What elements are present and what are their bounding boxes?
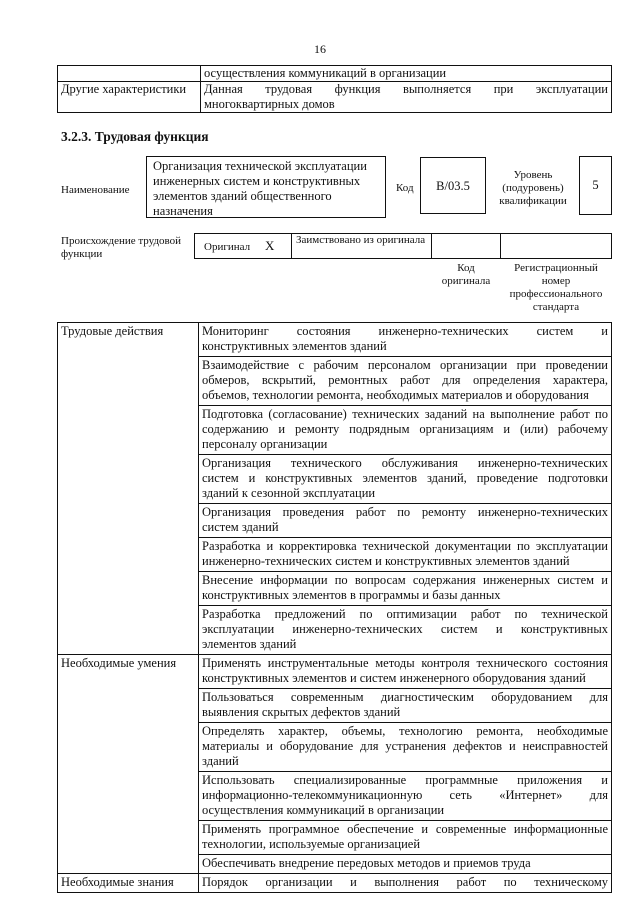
text-line: элементов зданий xyxy=(202,637,297,651)
labor-actions-item xyxy=(199,406,612,455)
labor-actions-item xyxy=(199,572,612,606)
required-skills-item xyxy=(199,855,612,874)
page-number: 16 xyxy=(314,42,326,56)
required-knowledge-label: Необходимые знания xyxy=(58,874,199,893)
function-name-box xyxy=(146,156,386,218)
level-label-line: квалификации xyxy=(499,195,567,207)
top-continuation-table xyxy=(57,65,612,113)
original-cell xyxy=(195,234,292,258)
text-line: Разработка предложений по оптимизации работ по технической xyxy=(202,607,608,621)
text-line: зданий к сезонной эксплуатации xyxy=(202,486,376,500)
caption-line: профессионального xyxy=(509,288,603,300)
level-value: 5 xyxy=(592,178,599,192)
code-original-caption xyxy=(436,262,496,288)
other-characteristics-label: Другие характеристики xyxy=(58,82,201,113)
labor-actions-item xyxy=(199,455,612,504)
text-line: систем и конструктивных элементов зданий, проведение подготовки xyxy=(202,471,608,485)
text-line: систем зданий xyxy=(202,520,279,534)
text-line: содержанию и ремонту подрядным организациям и (или) рабочему xyxy=(202,422,608,436)
required-skills-item xyxy=(199,655,612,689)
required-skills-item xyxy=(199,723,612,772)
text-line: Мониторинг состояния инженерно-технических систем и xyxy=(202,324,608,338)
text-line: материалы и оборудование для устранения дефектов и неисправностей xyxy=(202,739,608,753)
text-line: Разработка и корректировка технической документации по эксплуатации xyxy=(202,539,608,553)
text-line: технологии, используемые организацией xyxy=(202,837,421,851)
code-label: Код xyxy=(396,182,414,194)
text-line: эксплуатации инженерно-технических систем и конструктивных xyxy=(202,622,608,636)
text-line: объемов, технологии ремонта, необходимых материалов и оборудования xyxy=(202,388,589,402)
text-line: Использовать специализированные программные приложения и xyxy=(202,773,608,787)
text-line: инженерно-технических систем и конструктивных элементов зданий xyxy=(202,554,570,568)
text-line: зданий xyxy=(202,754,239,768)
original-label: Оригинал xyxy=(204,241,251,253)
level-label xyxy=(491,169,575,208)
table-row xyxy=(58,655,612,689)
table-row xyxy=(58,323,612,357)
text-line: Внесение информации по вопросам содержания инженерных систем и xyxy=(202,573,608,587)
text-line: осуществления коммуникаций в организации xyxy=(202,803,445,817)
table-row xyxy=(58,66,612,82)
origin-label: Происхождение трудовой функции xyxy=(61,235,182,260)
caption-line: Регистрационный xyxy=(514,262,598,274)
caption-line: Код xyxy=(457,262,475,274)
divider xyxy=(431,234,432,258)
text-line: многоквартирных домов xyxy=(204,97,335,111)
section-title: 3.2.3. Трудовая функция xyxy=(61,129,209,144)
caption-line: оригинала xyxy=(441,275,491,287)
continuation-text: осуществления коммуникаций в организации xyxy=(201,66,612,82)
labor-actions-item xyxy=(199,606,612,655)
origin-box xyxy=(194,233,612,259)
caption-line: номер xyxy=(541,275,571,287)
labor-actions-item xyxy=(199,323,612,357)
borrowed-label: Заимствовано из оригинала xyxy=(296,234,426,246)
text-line: конструктивных элементов зданий xyxy=(202,339,387,353)
text-line: информационно-телекоммуникационную сеть «Интернет» для xyxy=(202,788,608,802)
text-line: Порядок организации и выполнения работ по техническому xyxy=(202,875,608,889)
divider xyxy=(500,234,501,258)
empty-cell xyxy=(58,66,201,82)
table-row xyxy=(58,82,612,113)
other-characteristics-value xyxy=(201,82,612,113)
original-mark: X xyxy=(265,238,275,253)
text-line: Подготовка (согласование) технических заданий на выполнение работ по xyxy=(202,407,608,421)
labor-function-table xyxy=(57,322,612,893)
code-value: B/03.5 xyxy=(436,179,470,193)
text-line: Пользоваться современным диагностическим оборудованием для xyxy=(202,690,608,704)
required-skills-label: Необходимые умения xyxy=(58,655,199,874)
caption-line: стандарта xyxy=(532,301,580,313)
level-label-line: (подуровень) xyxy=(502,182,564,194)
labor-actions-item xyxy=(199,538,612,572)
labor-actions-item xyxy=(199,504,612,538)
table-row xyxy=(58,874,612,893)
name-label: Наименование xyxy=(61,184,130,196)
required-skills-item xyxy=(199,772,612,821)
text-line: Организация проведения работ по ремонту инженерно-технических xyxy=(202,505,608,519)
code-box xyxy=(420,157,486,214)
text-line: конструктивных элементов и систем инженерного оборудования зданий xyxy=(202,671,586,685)
required-skills-item xyxy=(199,821,612,855)
text-line: Определять характер, объемы, технологию ремонта, необходимые xyxy=(202,724,608,738)
text-line: обмеров, вскрытий, ремонтных работ для определения характера, xyxy=(202,373,608,387)
function-name-value: Организация технической эксплуатации инженерных систем и конструктивных элементов зданий общественного назначения xyxy=(153,159,367,218)
text-line: Обеспечивать внедрение передовых методов и приемов труда xyxy=(202,856,531,870)
text-line: Применять программное обеспечение и современные информационные xyxy=(202,822,608,836)
text-line: Взаимодействие с рабочим персоналом организации при проведении xyxy=(202,358,608,372)
level-box xyxy=(579,156,612,215)
registration-number-caption xyxy=(500,262,612,314)
level-label-line: Уровень xyxy=(513,169,553,181)
text-line: Организация технического обслуживания инженерно-технических xyxy=(202,456,608,470)
text-line: Применять инструментальные методы контроля технического состояния xyxy=(202,656,608,670)
required-knowledge-item xyxy=(199,874,612,893)
required-skills-item xyxy=(199,689,612,723)
text-line: выявления скрытых дефектов зданий xyxy=(202,705,401,719)
text-line: персоналу организации xyxy=(202,437,328,451)
labor-actions-label: Трудовые действия xyxy=(58,323,199,655)
text-line: Данная трудовая функция выполняется при эксплуатации xyxy=(204,82,608,96)
text-line: конструктивных элементов в программы и базы данных xyxy=(202,588,501,602)
labor-actions-item xyxy=(199,357,612,406)
